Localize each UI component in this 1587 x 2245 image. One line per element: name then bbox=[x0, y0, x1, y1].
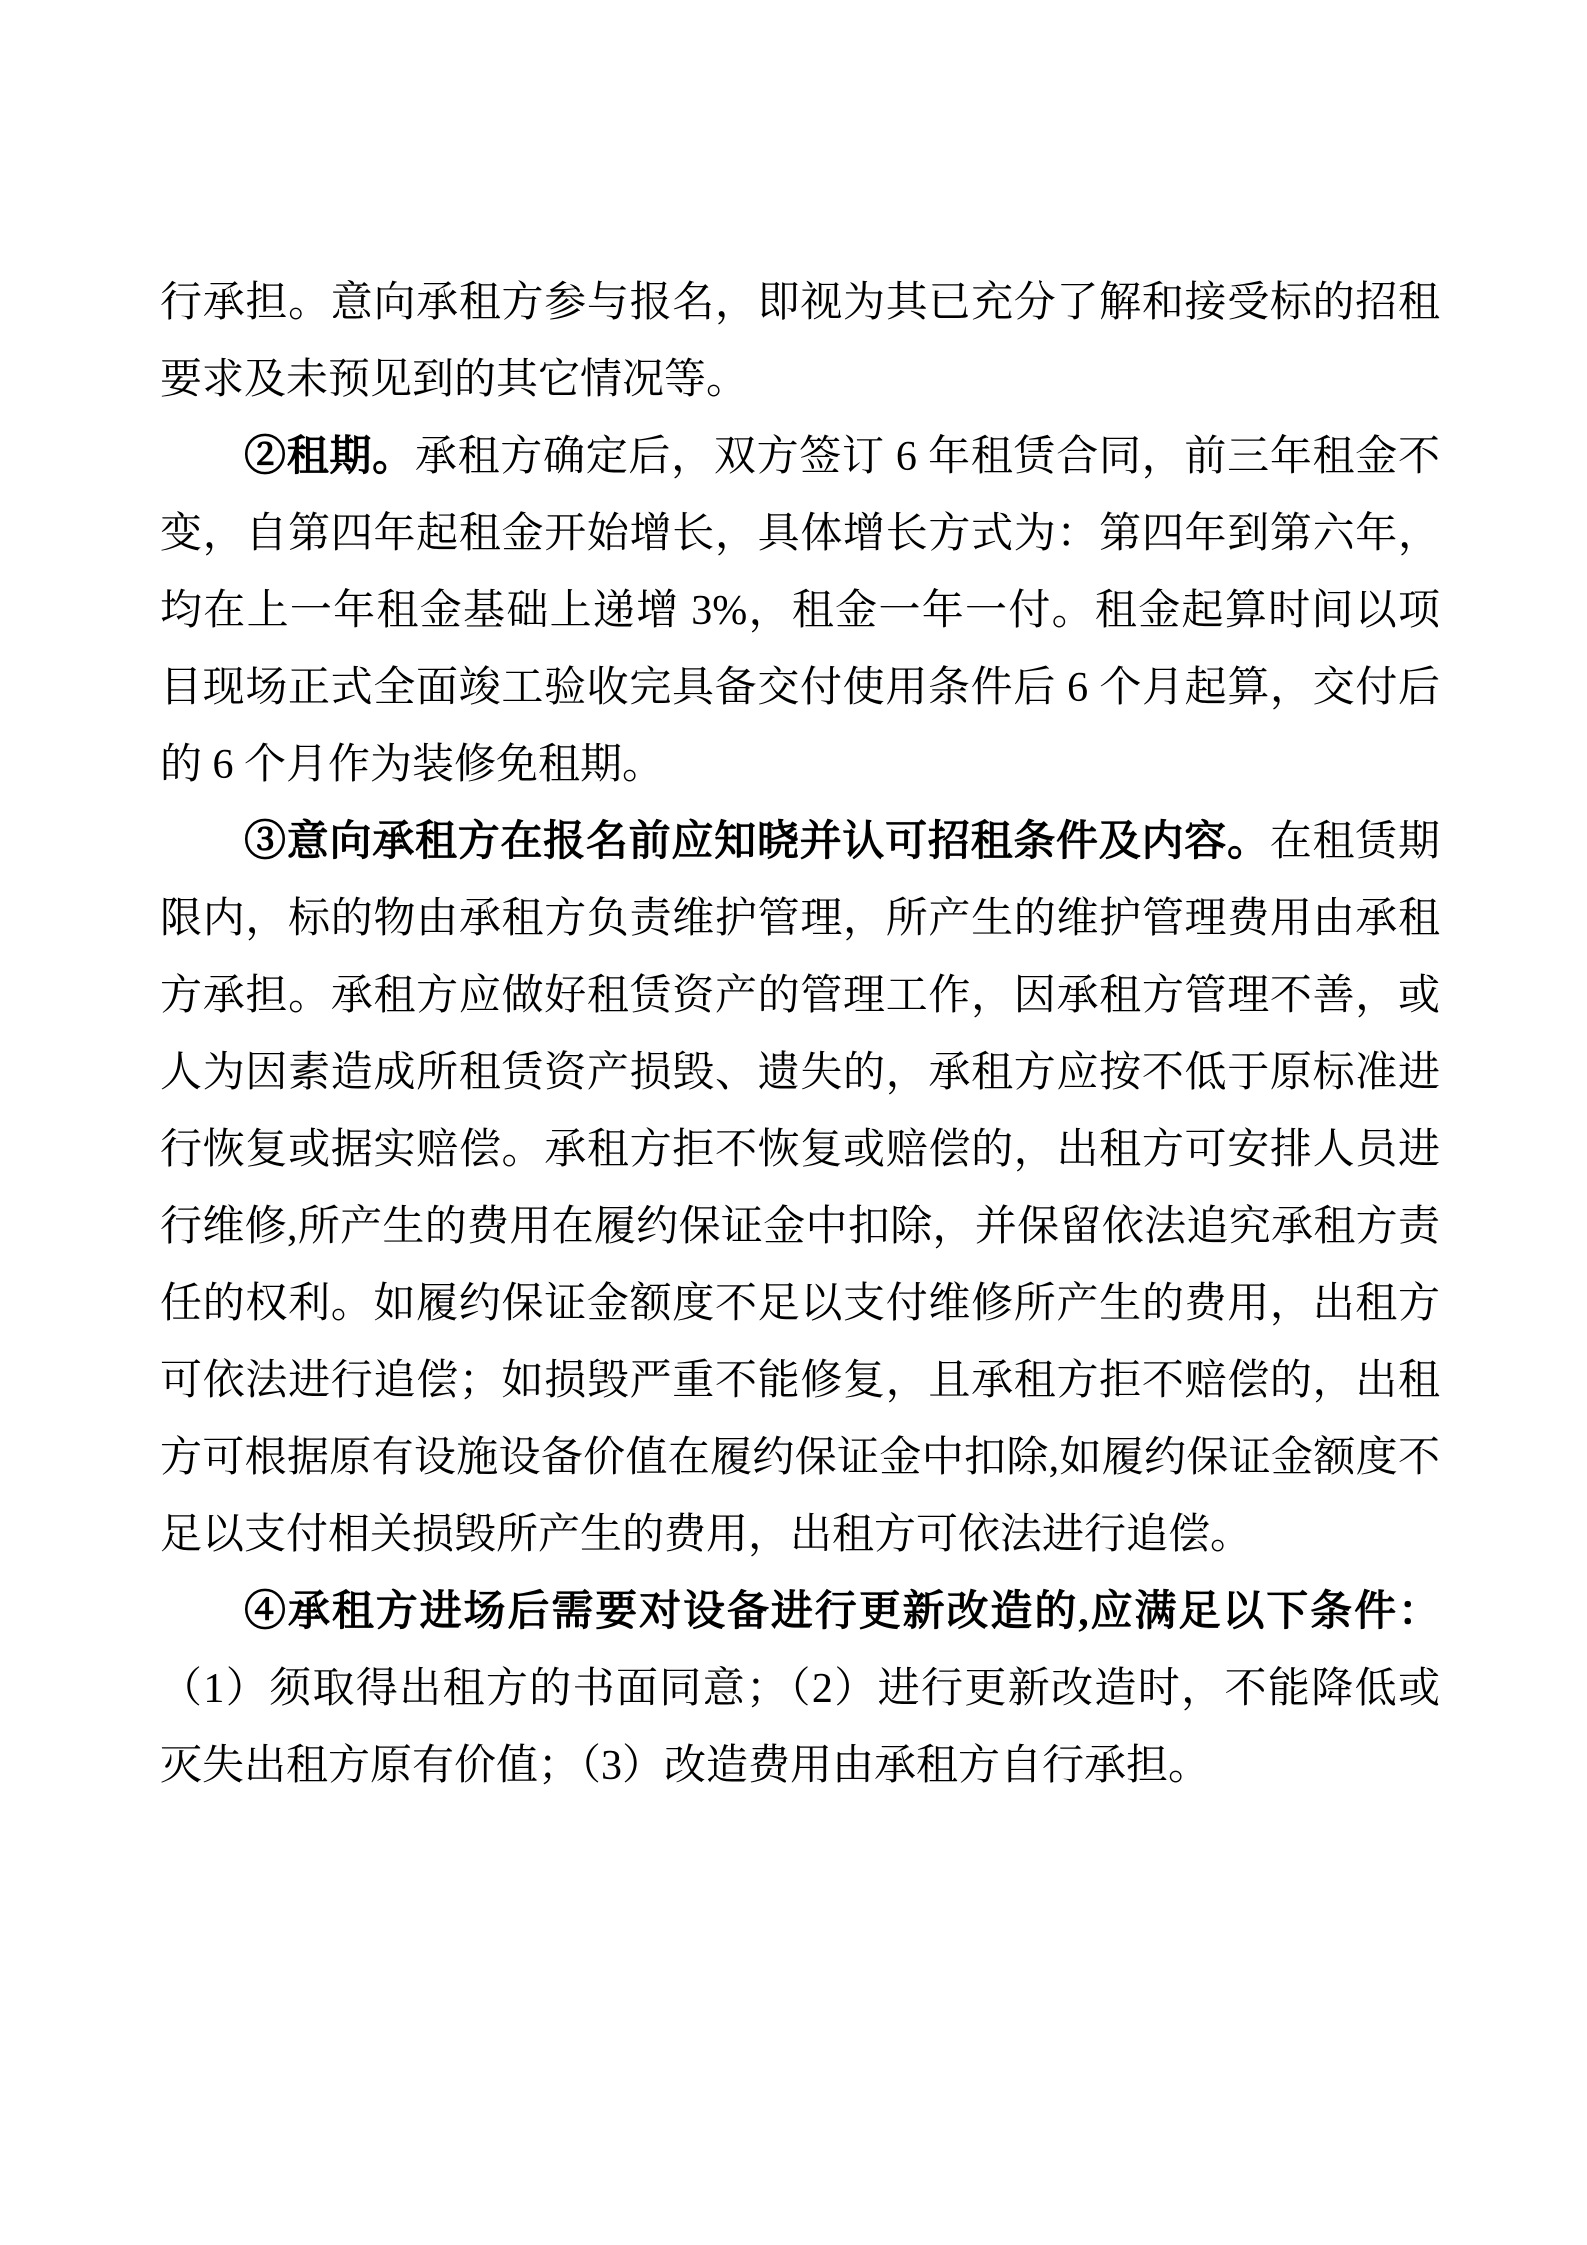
text-segment-bold: ③意向承租方在报名前应知晓并认可招租条件及内容。 bbox=[244, 819, 1270, 865]
text-segment-bold: ④承租方进场后需要对设备进行更新改造的,应满足以下条件： bbox=[244, 1589, 1440, 1635]
text-segment: 承租方确定后，双方签订 6 年租赁合同，前三年租金不变，自第四年起租金开始增长，具体增长方式为：第四年到第六年，均在上一年租金基础上递增 3%，租金一年一付。租金起算时间以项目现场正式全面竣工验收完具备交付使用条件后 6 个月起算，交付后的 6 个月作为装修免租期。 bbox=[160, 434, 1440, 788]
paragraph bbox=[160, 1574, 1440, 1805]
paragraph bbox=[160, 804, 1440, 1574]
text-segment: （1）须取得出租方的书面同意；（2）进行更新改造时，不能降低或灭失出租方原有价值；（3）改造费用由承租方自行承担。 bbox=[160, 1666, 1440, 1789]
text-segment: 在租赁期限内，标的物由承租方负责维护管理，所产生的维护管理费用由承租方承担。承租方应做好租赁资产的管理工作，因承租方管理不善，或人为因素造成所租赁资产损毁、遗失的，承租方应按不低于原标准进行恢复或据实赔偿。承租方拒不恢复或赔偿的，出租方可安排人员进行维修,所产生的费用在履约保证金中扣除，并保留依法追究承租方责任的权利。如履约保证金额度不足以支付维修所产生的费用，出租方可依法进行追偿；如损毁严重不能修复，且承租方拒不赔偿的，出租方可根据原有设施设备价值在履约保证金中扣除,如履约保证金额度不足以支付相关损毁所产生的费用，出租方可依法进行追偿。 bbox=[160, 819, 1440, 1558]
text-segment-bold: ②租期。 bbox=[244, 434, 415, 480]
paragraph bbox=[160, 265, 1440, 419]
text-segment: 行承担。意向承租方参与报名，即视为其已充分了解和接受标的招租要求及未预见到的其它情况等。 bbox=[160, 280, 1440, 403]
paragraph bbox=[160, 419, 1440, 804]
document-body bbox=[160, 265, 1440, 1805]
